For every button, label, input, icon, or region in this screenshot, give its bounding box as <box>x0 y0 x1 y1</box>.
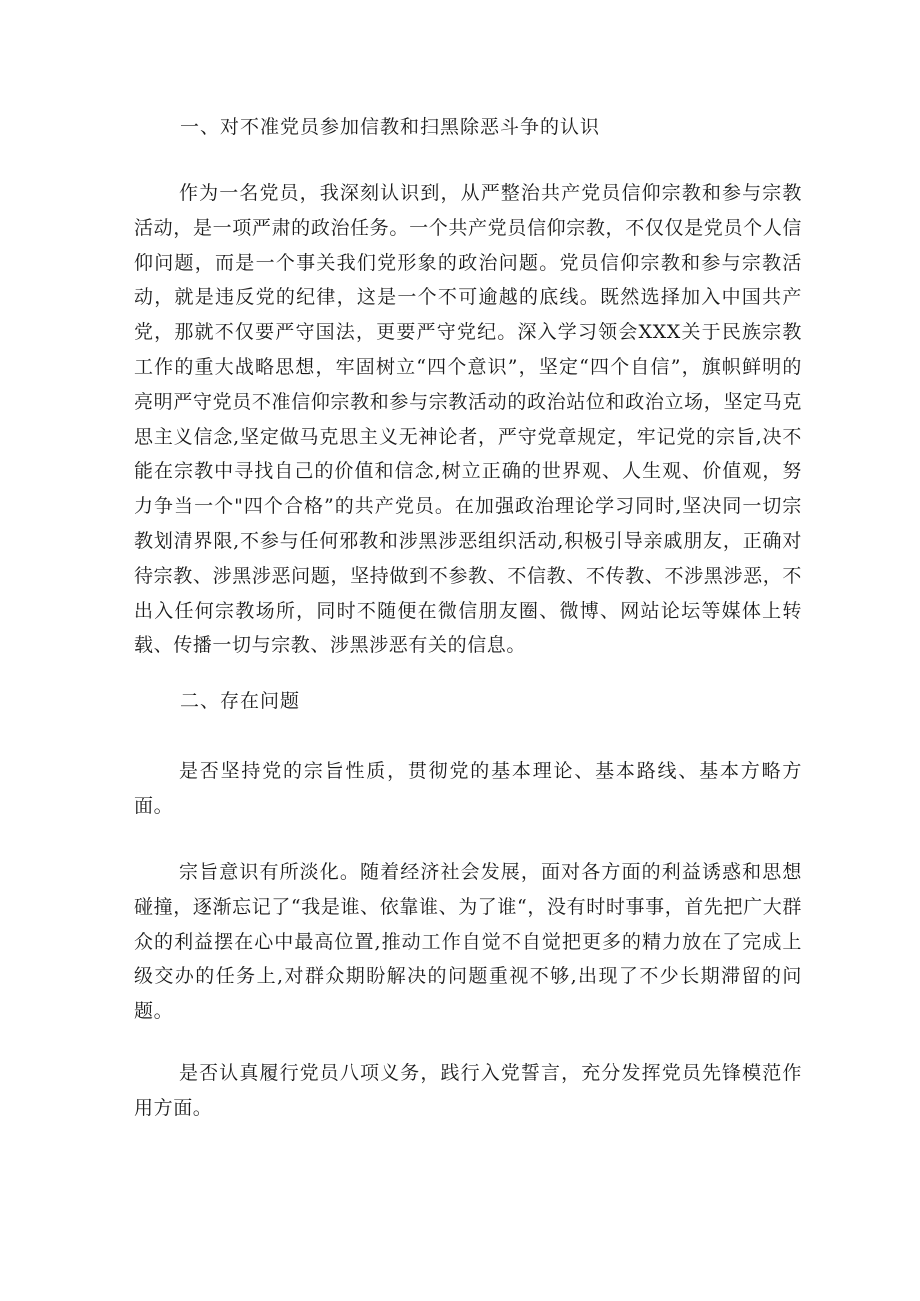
paragraph-question-2: 是否认真履行党员八项义务，践行入党誓言，充分发挥党员先锋模范作用方面。 <box>134 1062 802 1119</box>
paragraph-recognition: 作为一名党员，我深刻认识到，从严整治共产党员信仰宗教和参与宗教活动，是一项严肃的政治任务。一个共产党员信仰宗教，不仅仅是党员个人信仰问题，而是一个事关我们党形象的政治问题。党员信仰宗教和参与宗教活动，就是违反党的纪律，这是一个不可逾越的底线。既然选择加入中国共产党，那就不仅要严守国法，更要严守党纪。深入学习领会XXX关于民族宗教工作的重大战略思想，牢固树立“四个意识”，坚定“四个自信”，旗帜鲜明的亮明严守党员不准信仰宗教和参与宗教活动的政治站位和政治立场，坚定马克思主义信念,坚定做马克思主义无神论者，严守党章规定，牢记党的宗旨,决不能在宗教中寻找自己的价值和信念,树立正确的世界观、人生观、价值观，努力争当一个"四个合格”的共产党员。在加强政治理论学习同时,坚决同一切宗教划清界限,不参与任何邪教和涉黑涉恶组织活动,积极引导亲戚朋友，正确对待宗教、涉黑涉恶问题，坚持做到不参教、不信教、不传教、不涉黑涉恶，不出入任何宗教场所，同时不随便在微信朋友圈、微博、网站论坛等媒体上转载、传播一切与宗教、涉黑涉恶有关的信息。 <box>134 182 802 657</box>
paragraph-question-1: 是否坚持党的宗旨性质，贯彻党的基本理论、基本路线、基本方略方面。 <box>134 760 802 817</box>
section-heading-1: 一、对不准党员参加信教和扫黑除恶斗争的认识 <box>180 116 601 138</box>
section-heading-2: 二、存在问题 <box>180 690 301 712</box>
paragraph-problem-1: 宗旨意识有所淡化。随着经济社会发展，面对各方面的利益诱惑和思想碰撞，逐渐忘记了“我是谁、依靠谁、为了谁“，没有时时事事，首先把广大群众的利益摆在心中最高位置,推动工作自觉不自觉把更多的精力放在了完成上级交办的任务上,对群众期盼解决的问题重视不够,出现了不少长期滞留的问题。 <box>134 861 802 1023</box>
